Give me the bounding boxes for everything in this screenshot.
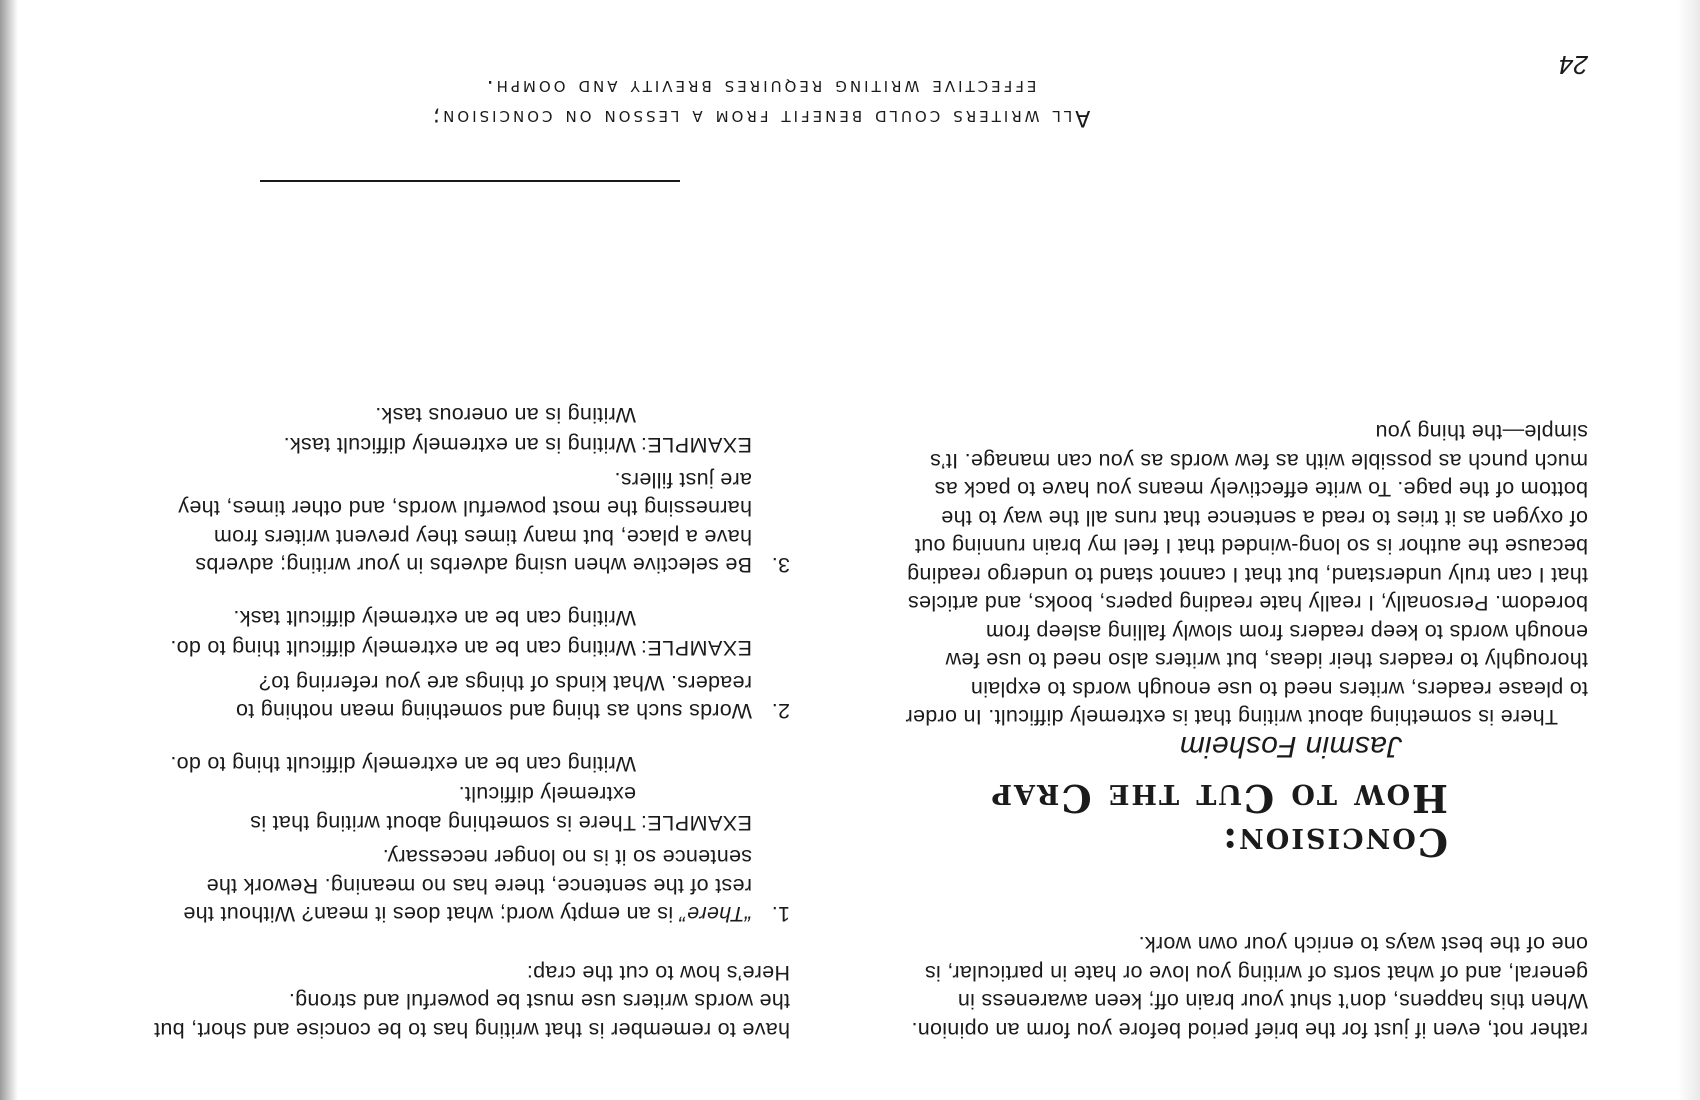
page-number: 24: [1559, 50, 1588, 80]
example-before: Writing can be an extremely difficult thing to do.: [170, 636, 636, 661]
example-block: [150, 602, 752, 663]
example-after: Writing is an onerous task.: [374, 403, 636, 427]
pull-quote-line2: effective writing requires brevity and oomph.: [483, 75, 1037, 100]
pull-quote-rule: [260, 180, 680, 182]
list-number: 2.: [771, 699, 790, 724]
article-title-line2: How to Cut the Crap: [989, 776, 1448, 821]
right-column: [150, 399, 790, 1045]
example-before: Writing is an extremely difficult task.: [283, 433, 636, 458]
list-body: [150, 748, 752, 929]
list-lead-word: “There”: [679, 902, 752, 927]
example-label: EXAMPLE:: [640, 636, 752, 661]
article-author: Jasmin Fosheim: [1179, 730, 1402, 763]
list-number: 1.: [771, 902, 790, 927]
example-after: Writing can be an extremely difficult thing to do.: [170, 752, 636, 776]
list-text: Be selective when using adverbs in your writing; adverbs have a place, but many times they prevent writers from harnessing the most powerful words, and other times, they are just fillers.: [178, 468, 752, 578]
list-intro: Here’s how to cut the crap:: [526, 961, 790, 985]
left-column: [898, 418, 1588, 1044]
list-item: [150, 399, 790, 580]
continued-paragraph-right: have to remember is that writing has to be concise and short, but the words writers use must be powerful and strong.: [153, 989, 790, 1042]
tips-list: [150, 399, 790, 929]
article-title-block: [898, 732, 1588, 865]
list-number: 3.: [771, 553, 790, 578]
list-text: is an empty word; what does it mean? Without the rest of the sentence, there has no meaning. Rework the sentence so it is no longer necessary.: [183, 845, 752, 927]
continued-paragraph: rather not, even if just for the brief period before you form an opinion. When this happens, don’t shut your brain off; keen awareness in general, and of what sorts of writing you love or hate in particular, is one of the best ways to enrich your own work.: [911, 932, 1588, 1042]
example-text: [150, 748, 636, 838]
example-label: EXAMPLE:: [640, 433, 752, 458]
example-text: [150, 602, 636, 663]
article-title-line1: Concision:: [1221, 820, 1448, 865]
list-body: [150, 399, 752, 580]
pull-quote-line1: All writers could benefit from a lesson on concision;: [429, 105, 1091, 130]
example-block: [150, 399, 752, 460]
example-label: EXAMPLE:: [640, 811, 752, 835]
pull-quote-caption: [290, 72, 1230, 132]
book-binding-edge: [0, 0, 18, 1100]
list-text: Words such as thing and something mean nothing to readers. What kinds of things are you referring to?: [235, 671, 752, 724]
list-item: [150, 602, 790, 726]
list-item: [150, 748, 790, 929]
example-text: [150, 399, 636, 460]
example-after: Writing can be an extremely difficult task.: [233, 606, 636, 630]
article-body-paragraph: There is something about writing that is extremely difficult. In order to please readers, writers need to use enough words to explain thoroughly to readers their ideas, but writers also need to use few enough words to keep readers from slowly falling asleep from boredom. Personally, I really hate reading papers, books, and articles that I can truly understand, but that I cannot stand to undergo reading because the author is so long-winded that I feel my brain running out of oxygen as it tries to read a sentence that runs all the way to the bottom of the page. To write effectively means you have to pack as much punch as possible with as few words as you can manage. It’s simple—the thing you: [905, 420, 1588, 730]
page-fold-shadow: [1678, 0, 1700, 1100]
list-body: [150, 602, 752, 726]
example-block: [150, 748, 752, 838]
example-before: There is something about writing that is extremely difficult.: [249, 782, 636, 835]
